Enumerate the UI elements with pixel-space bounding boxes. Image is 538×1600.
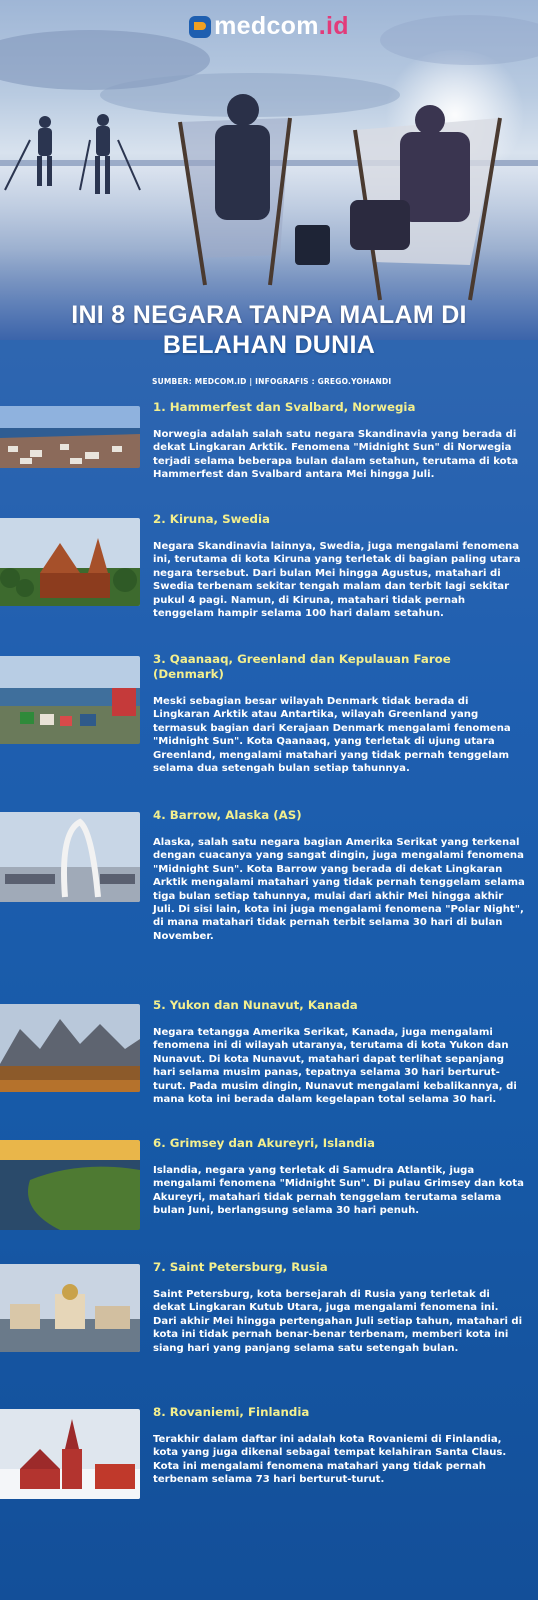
list-item-swedia: [0, 512, 538, 652]
item-heading: 4. Barrow, Alaska (AS): [153, 808, 302, 822]
item-heading: 7. Saint Petersburg, Rusia: [153, 1260, 328, 1274]
item-text: Norwegia adalah salah satu negara Skandinavia yang berada di dekat Lingkaran Arktik. Fenomena "Midnight Sun" di Norwegia terjadi selama beberapa bulan dalam setahun, terutama di kota Hammerfest dan Svalbard antara Mei hingga Juli.: [153, 429, 519, 481]
hero-image: [0, 0, 538, 340]
list-item-norwegia: [0, 400, 538, 510]
yukon-mountains-photo: [0, 1004, 140, 1092]
item-text: Terakhir dalam daftar ini adalah kota Rovaniemi di Finlandia, kota yang juga dikenal sebagai tempat kelahiran Santa Claus. Kota ini mengalami fenomena matahari yang tidak pernah terbenam selama 73 hari berturut-turut.: [153, 1434, 507, 1486]
item-heading: 2. Kiruna, Swedia: [153, 512, 270, 526]
kiruna-church-photo: [0, 518, 140, 606]
whalebone-arch-photo: [0, 812, 140, 902]
list-item-rusia: [0, 1260, 538, 1400]
item-text: Alaska, salah satu negara bagian Amerika Serikat yang terkenal dengan cuacanya yang sangat dingin, juga mengalami fenomena "Midnight Sun". Kota Barrow yang berada di dekat Lingkaran Arktik mengalami matahari yang tidak pernah tenggelam selama tiga bulan setiap tahunnya, mulai dari akhir Mei hingga akhir Juli. Di sisi lain, kota ini juga mengalami fenomena "Polar Night", di mana matahari tidak pernah terbit selama 30 hari di bulan November.: [153, 837, 525, 942]
item-text: Negara tetangga Amerika Serikat, Kanada, juga mengalami fenomena ini di wilayah utaranya, terutama di kota Yukon dan Nunavut. Di kota Nunavut, matahari dapat terlihat sepanjang hari selama musim panas, tepatnya selama 30 hari berturut-turut. Pada musim dingin, Nunavut mengalami kebalikannya, di mana kota ini berada dalam kegelapan total selama 30 hari.: [153, 1027, 517, 1106]
grimsey-island-photo: [0, 1140, 140, 1230]
medcom-logo-icon: [189, 16, 211, 38]
list-item-finlandia: [0, 1405, 538, 1545]
medcom-logo[interactable]: [0, 12, 538, 41]
hammerfest-photo: [0, 406, 140, 468]
item-heading: 5. Yukon dan Nunavut, Kanada: [153, 998, 358, 1012]
rovaniemi-village-photo: [0, 1409, 140, 1499]
item-text: Meski sebagian besar wilayah Denmark tidak berada di Lingkaran Arktik atau Antartika, wilayah Greenland yang termasuk bagian dari Kerajaan Denmark mengalami fenomena "Midnight Sun". Kota Qaanaaq, yang terletak di ujung utara Greenland, mengalami matahari yang tidak pernah tenggelam selama dua setengah bulan setiap tahunnya.: [153, 696, 511, 775]
saint-petersburg-photo: [0, 1264, 140, 1352]
list-item-alaska: [0, 808, 538, 998]
item-heading: 3. Qaanaaq, Greenland dan Kepulauan Faroe (Denmark): [153, 652, 451, 681]
item-text: Islandia, negara yang terletak di Samudra Atlantik, juga mengalami fenomena "Midnight Sun". Di pulau Grimsey dan kota Akureyri, matahari tidak pernah tenggelam terutama selama bulan Juni, berlangsung selama 30 hari penuh.: [153, 1165, 524, 1217]
item-heading: 6. Grimsey dan Akureyri, Islandia: [153, 1136, 375, 1150]
hero-silhouettes: [0, 0, 538, 340]
page-title: INI 8 NEGARA TANPA MALAM DI BELAHAN DUNIA: [71, 301, 467, 359]
item-text: Negara Skandinavia lainnya, Swedia, juga mengalami fenomena ini, terutama di kota Kiruna yang terletak di bagian paling utara negara tersebut. Dari bulan Mei hingga Agustus, matahari di Swedia terbenam sekitar tengah malam dan terbit lagi sekitar pukul 4 pagi. Namun, di Kiruna, matahari tidak pernah tenggelam hampir selama 100 hari dalam setahun.: [153, 541, 521, 620]
list-item-islandia: [0, 1136, 538, 1256]
logo-suffix: .id: [318, 12, 349, 40]
item-heading: 8. Rovaniemi, Finlandia: [153, 1405, 310, 1419]
list-item-kanada: [0, 998, 538, 1138]
qaanaaq-houses-photo: [0, 656, 140, 744]
list-item-denmark: [0, 652, 538, 802]
source-credit: SUMBER: MEDCOM.ID | INFOGRAFIS : GREGO.YOHANDI: [152, 377, 392, 386]
item-text: Saint Petersburg, kota bersejarah di Rusia yang terletak di dekat Lingkaran Kutub Utara, juga mengalami fenomena ini. Dari akhir Mei hingga pertengahan Juli setiap tahun, matahari di kota ini tidak pernah benar-benar terbenam, memberi kota ini siang hari yang panjang selama satu setengah bulan.: [153, 1289, 523, 1354]
logo-brand: medcom: [214, 12, 319, 40]
item-heading: 1. Hammerfest dan Svalbard, Norwegia: [153, 400, 416, 414]
